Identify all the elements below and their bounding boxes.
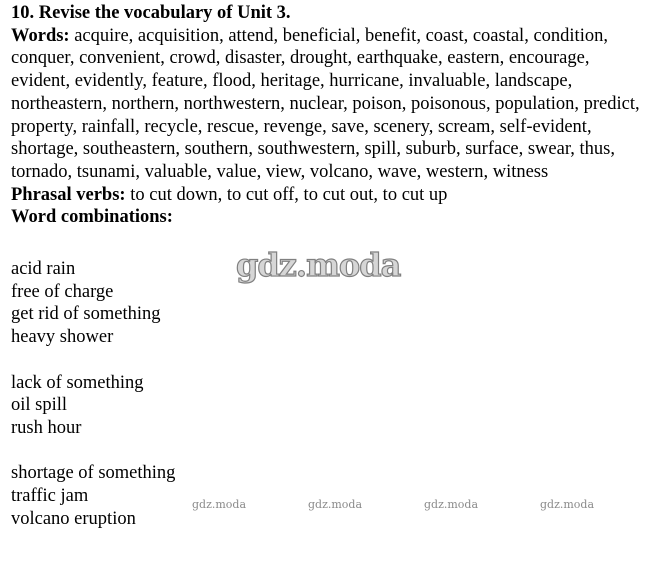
watermark-small: gdz.moda — [308, 498, 363, 511]
combination-item: acid rain — [11, 259, 76, 279]
watermark-small: gdz.moda — [424, 498, 479, 511]
word-combinations-label: Word combinations: — [11, 207, 173, 228]
combination-item: get rid of something — [11, 304, 161, 325]
watermark-logo: gdz.moda — [236, 246, 401, 284]
combination-group-3 — [11, 462, 175, 530]
watermark-small: gdz.moda — [540, 498, 595, 511]
phrasal-verbs-label: Phrasal verbs: — [11, 184, 126, 205]
combination-item: heavy shower — [11, 327, 114, 348]
words-list: acquire, acquisition, attend, beneficial, benefit, coast, coastal, condition, conquer, convenient, crowd, disaster, drought, earthquake, eastern, encourage, evident, evidently, feature, flood, heritage, hurricane, invaluable, landscape, northeastern, northern, northwestern, nuclear, poison, poisonous, population, predict, property, rainfall, recycle, rescue, revenge, save, scenery, scream, self-evident, shortage, southeastern, southern, southwestern, spill, suburb, surface, swear, thus, tornado, tsunami, valuable, value, view, volcano, wave, western, witness — [11, 25, 640, 182]
task-heading: 10. Revise the vocabulary of Unit 3. — [11, 3, 291, 23]
combination-item: rush hour — [11, 417, 82, 438]
phrasal-verbs-paragraph — [11, 184, 651, 207]
combination-item: lack of something — [11, 372, 144, 393]
phrasal-verbs-list: to cut down, to cut off, to cut out, to cut up — [125, 184, 448, 205]
watermark-small: gdz.moda — [192, 498, 247, 511]
combination-item: traffic jam — [11, 486, 89, 506]
words-label: Words: — [11, 25, 70, 46]
combination-item: oil spill — [11, 395, 68, 416]
combination-group-2 — [11, 372, 175, 440]
combination-item: shortage of something — [11, 463, 176, 484]
document-body — [11, 2, 651, 229]
combination-item: free of charge — [11, 281, 114, 302]
words-paragraph — [11, 25, 651, 184]
word-combinations-list — [11, 258, 175, 530]
combination-group-1 — [11, 258, 175, 349]
combination-item: volcano eruption — [11, 508, 136, 529]
